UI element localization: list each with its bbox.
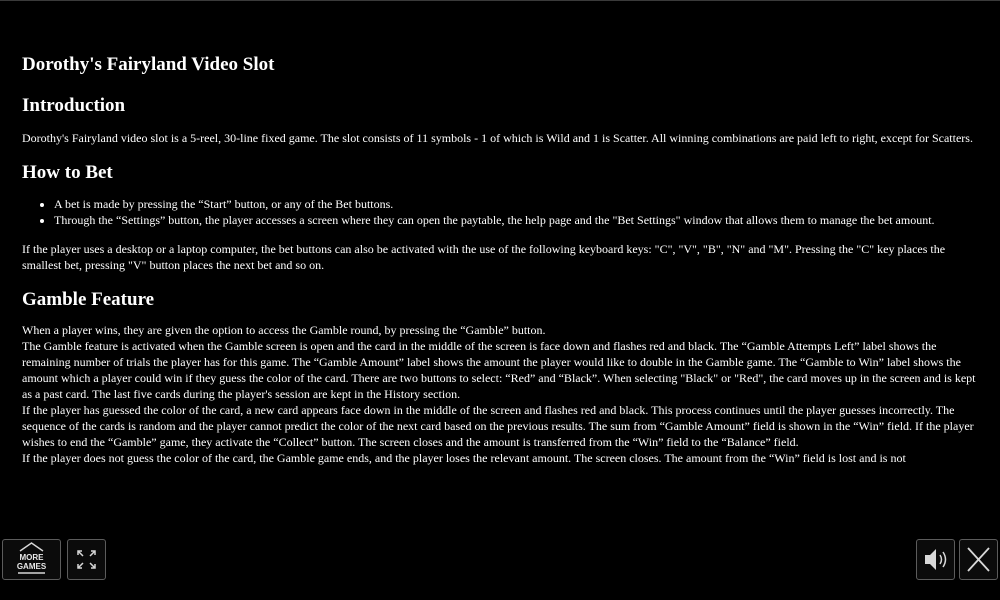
page-title: Dorothy's Fairyland Video Slot xyxy=(22,54,275,75)
more-games-label-line1: MORE xyxy=(19,553,44,562)
list-item: • A bet is made by pressing the “Start” button, or any of the Bet buttons. xyxy=(54,196,978,212)
fullscreen-button[interactable] xyxy=(67,539,106,580)
speaker-icon xyxy=(917,540,954,579)
how-to-bet-list xyxy=(22,196,978,228)
sound-button[interactable] xyxy=(916,539,955,580)
help-content[interactable] xyxy=(22,53,978,515)
more-games-button[interactable] xyxy=(2,539,61,580)
how-to-bet-heading: How to Bet xyxy=(22,162,113,183)
keyboard-keys-text: If the player uses a desktop or a laptop computer, the bet buttons can also be activated with the use of the following keyboard keys: "C", "V", "B", "N" and "M". Pressing the "C" key places the smallest bet, pressing "V" button places the next bet and so on. xyxy=(22,242,946,272)
introduction-heading: Introduction xyxy=(22,95,126,116)
close-button[interactable] xyxy=(959,539,998,580)
gamble-feature-heading: Gamble Feature xyxy=(22,289,155,310)
gamble-paragraph: If the player does not guess the color of the card, the Gamble game ends, and the player loses the relevant amount. The screen closes. The amount from the “Win” field is lost and is not xyxy=(22,451,906,465)
gamble-paragraph: If the player has guessed the color of the card, a new card appears face down in the middle of the screen and flashes red and black. This process continues until the player guesses incorrectly. The sequence of the cards is random and the player cannot predict the color of the next card based on the previous results. The sum from “Gamble Amount” field is shown in the “Win” field. If the player wishes to end the “Gamble” game, they activate the “Collect” button. The screen closes and the amount is transferred from the “Win” field to the “Balance” field. xyxy=(22,403,974,449)
more-games-label-line2: GAMES xyxy=(16,562,47,571)
gamble-paragraph: The Gamble feature is activated when the Gamble screen is open and the card in the middle of the screen is face down and flashes red and black. The “Gamble Attempts Left” label shows the remaining number of trials the player has for this game. The “Gamble Amount” label shows the amount the player would like to double in the Gamble game. The “Gamble to Win” label shows the amount which a player could win if they guess the color of the card. There are two buttons to select: “Red” and “Black”. When selecting "Black" or "Red", the card moves up in the screen and is kept as a past card. The last five cards during the player's session are kept in the History section. xyxy=(22,339,976,401)
introduction-text: Dorothy's Fairyland video slot is a 5-reel, 30-line fixed game. The slot consists of 11 symbols - 1 of which is Wild and 1 is Scatter. All winning combinations are paid left to right, except for Scatters. xyxy=(22,131,973,145)
top-border xyxy=(0,0,1000,1)
fullscreen-icon xyxy=(68,540,105,579)
close-icon xyxy=(960,540,997,579)
gamble-paragraph: When a player wins, they are given the option to access the Gamble round, by pressing the “Gamble” button. xyxy=(22,323,546,337)
list-item: • Through the “Settings” button, the player accesses a screen where they can open the paytable, the help page and the "Bet Settings" window that allows them to manage the bet amount. xyxy=(54,212,978,228)
gamble-feature-text xyxy=(22,322,978,466)
